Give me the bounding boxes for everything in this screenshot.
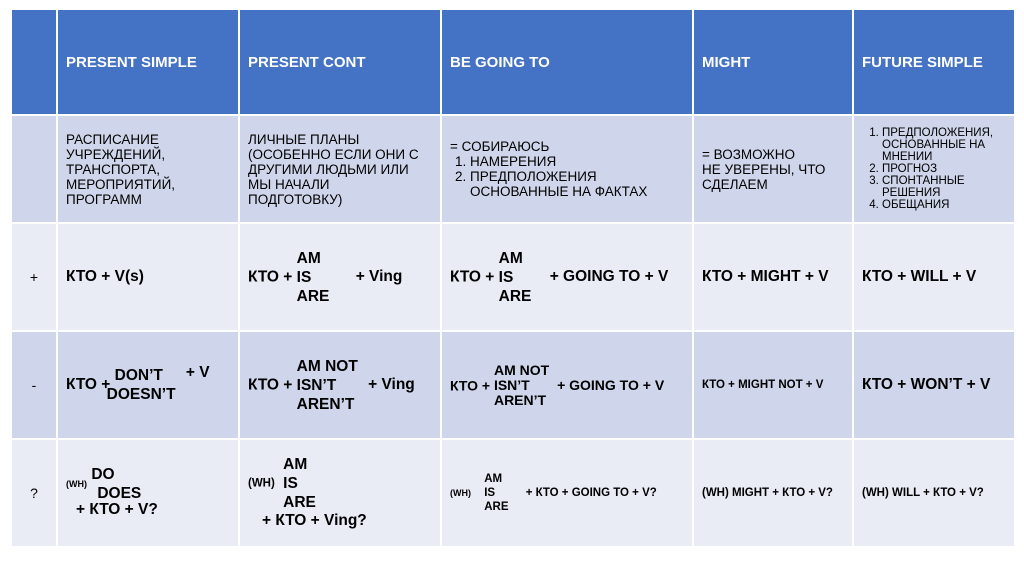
header-present-cont: PRESENT CONT — [239, 9, 441, 115]
negative-might: КТО + MIGHT NOT + V — [693, 331, 853, 439]
aux-stack: AM NOT ISN’T AREN’T — [493, 361, 550, 408]
usage-sign-cell — [11, 115, 57, 223]
negative-present-simple: КТО + DON’T DOESN’T + V — [57, 331, 239, 439]
header-future-simple: FUTURE SIMPLE — [853, 9, 1015, 115]
usage-future-simple — [853, 115, 1015, 223]
usage-row — [11, 115, 1015, 223]
list-item: 3. СПОНТАННЫЕ РЕШЕНИЯ — [882, 175, 1006, 199]
negative-row — [11, 331, 1015, 439]
usage-future-simple-list — [856, 127, 1006, 211]
usage-be-going-to-list — [450, 154, 684, 199]
list-item: 1. НАМЕРЕНИЯ — [470, 154, 684, 169]
question-present-cont: (WH) AM IS ARE + КТО + Ving? — [239, 439, 441, 547]
negative-present-cont: КТО + AM NOT ISN’T AREN’T + Ving — [239, 331, 441, 439]
header-might: MIGHT — [693, 9, 853, 115]
question-might: (WH) MIGHT + КТО + V? — [693, 439, 853, 547]
affirmative-future-simple: КТО + WILL + V — [853, 223, 1015, 331]
affirmative-present-cont: КТО + AM IS ARE + Ving — [239, 223, 441, 331]
usage-might: = ВОЗМОЖНО НЕ УВЕРЕНЫ, ЧТО СДЕЛАЕМ — [693, 115, 853, 223]
aux-stack: AM NOT ISN’T AREN’T — [296, 357, 358, 413]
list-item: 1. ПРЕДПОЛОЖЕНИЯ, ОСНОВАННЫЕ НА МНЕНИИ — [882, 127, 1006, 163]
usage-present-cont: ЛИЧНЫЕ ПЛАНЫ (ОСОБЕННО ЕСЛИ ОНИ С ДРУГИМИ ЛЮДЬМИ ИЛИ МЫ НАЧАЛИ ПОДГОТОВКУ) — [239, 115, 441, 223]
aux-stack: AM IS ARE — [296, 249, 330, 305]
question-future-simple: (WH) WILL + КТО + V? — [853, 439, 1015, 547]
negative-be-going-to: КТО + AM NOT ISN’T AREN’T + GOING TO + V — [441, 331, 693, 439]
aux-stack: AM IS ARE — [484, 473, 509, 513]
negative-future-simple: КТО + WON’T + V — [853, 331, 1015, 439]
tenses-table — [10, 8, 1016, 548]
header-empty — [11, 9, 57, 115]
aux-stack: AM IS ARE — [283, 456, 316, 512]
negative-sign: - — [11, 331, 57, 439]
affirmative-row — [11, 223, 1015, 331]
question-be-going-to: (WH) AM IS ARE + КТО + GOING TO + V? — [441, 439, 693, 547]
usage-present-simple: РАСПИСАНИЕ УЧРЕЖДЕНИЙ, ТРАНСПОРТА, МЕРОПРИЯТИЙ, ПРОГРАММ — [57, 115, 239, 223]
aux-stack: DON’T DOESN’T — [106, 367, 176, 403]
affirmative-be-going-to: КТО + AM IS ARE + GOING TO + V — [441, 223, 693, 331]
header-be-going-to: BE GOING TO — [441, 9, 693, 115]
affirmative-sign: + — [11, 223, 57, 331]
affirmative-present-simple: КТО + V(s) — [57, 223, 239, 331]
affirmative-might: КТО + MIGHT + V — [693, 223, 853, 331]
header-present-simple: PRESENT SIMPLE — [57, 9, 239, 115]
header-row — [11, 9, 1015, 115]
list-item: 2. ПРЕДПОЛОЖЕНИЯ ОСНОВАННЫЕ НА ФАКТАХ — [470, 169, 684, 199]
aux-stack: DO DOES — [91, 466, 142, 502]
question-row — [11, 439, 1015, 547]
list-item: 2. ПРОГНОЗ — [882, 163, 1006, 175]
aux-stack: AM IS ARE — [498, 249, 532, 305]
list-item: 4. ОБЕЩАНИЯ — [882, 199, 1006, 211]
question-present-simple: (WH) DO DOES + КТО + V? — [57, 439, 239, 547]
question-sign: ? — [11, 439, 57, 547]
usage-be-going-to: = СОБИРАЮСЬ 1. НАМЕРЕНИЯ 2. ПРЕДПОЛОЖЕНИЯ ОСНОВАННЫЕ НА ФАКТАХ — [441, 115, 693, 223]
